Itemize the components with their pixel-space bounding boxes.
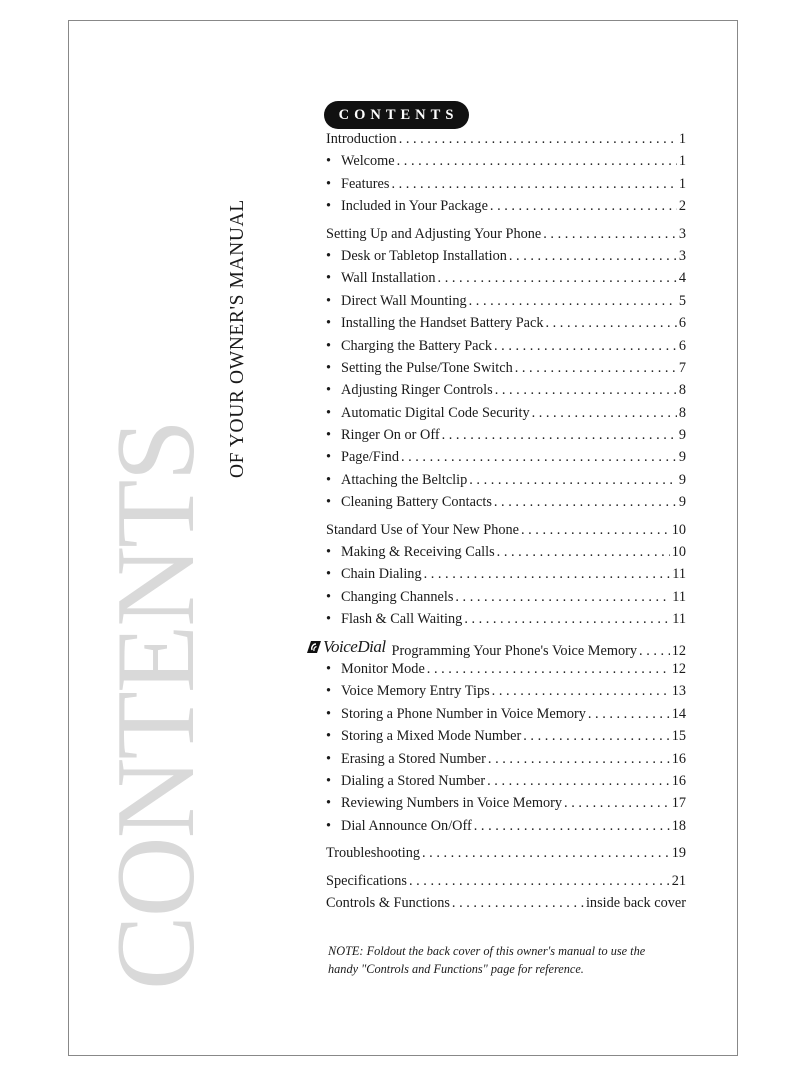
bullet-icon: •: [326, 588, 332, 605]
leader-dots: [564, 792, 670, 814]
toc-page-number: 11: [672, 566, 686, 583]
leader-dots: [546, 312, 677, 334]
toc-page-number: 1: [678, 175, 686, 192]
leader-dots: [401, 446, 677, 468]
leader-dots: [487, 770, 670, 792]
toc-page-number: 2: [678, 198, 686, 215]
bullet-icon: •: [326, 153, 332, 170]
bullet-icon: •: [326, 292, 332, 309]
toc-item[interactable]: [326, 335, 686, 357]
toc-section-standard-use[interactable]: [326, 519, 686, 541]
toc-page-number: 11: [672, 611, 686, 628]
leader-dots: [521, 519, 670, 541]
bullet-icon: •: [326, 404, 332, 421]
toc-page-number: 15: [671, 728, 686, 745]
leader-dots: [399, 128, 677, 150]
toc-page-number: 16: [671, 750, 686, 767]
toc-item-label: Voice Memory Entry Tips: [341, 683, 490, 700]
toc-item[interactable]: [326, 586, 686, 608]
toc-page-number: 14: [671, 705, 686, 722]
leader-dots: [452, 892, 584, 914]
toc-section-specifications[interactable]: [326, 870, 686, 892]
toc-page-number: 13: [671, 683, 686, 700]
leader-dots: [409, 870, 670, 892]
contents-watermark: CONTENTS: [94, 421, 218, 990]
bullet-icon: •: [326, 270, 332, 287]
toc-item[interactable]: [326, 267, 686, 289]
toc-item[interactable]: [326, 563, 686, 585]
toc-section-title: Setting Up and Adjusting Your Phone: [326, 225, 542, 242]
toc-item[interactable]: [326, 491, 686, 513]
leader-dots: [588, 703, 670, 725]
leader-dots: [438, 267, 677, 289]
toc-item[interactable]: [326, 469, 686, 491]
bullet-icon: •: [326, 660, 332, 677]
toc-page-number: 6: [678, 337, 686, 354]
toc-item-label: Monitor Mode: [341, 660, 425, 677]
toc-item-label: Flash & Call Waiting: [341, 611, 463, 628]
bullet-icon: •: [326, 471, 332, 488]
bullet-icon: •: [326, 795, 332, 812]
bullet-icon: •: [326, 175, 332, 192]
leader-dots: [532, 402, 677, 424]
bullet-icon: •: [326, 337, 332, 354]
toc-page-number: 10: [671, 521, 686, 538]
toc-page-number: 8: [678, 404, 686, 421]
toc-item[interactable]: [326, 792, 686, 814]
bullet-icon: •: [326, 772, 332, 789]
voicedial-logo-icon: [306, 639, 322, 655]
leader-dots: [474, 815, 670, 837]
toc-item-label: Features: [341, 175, 390, 192]
leader-dots: [523, 725, 669, 747]
toc-page-number: 12: [671, 660, 686, 677]
toc-item[interactable]: [326, 150, 686, 172]
toc-page-number: 3: [678, 247, 686, 264]
toc-page-number: 16: [671, 772, 686, 789]
leader-dots: [497, 541, 670, 563]
leader-dots: [509, 245, 677, 267]
toc-section-title: Introduction: [326, 131, 397, 147]
bullet-icon: •: [326, 382, 332, 399]
toc-page-number: 5: [678, 292, 686, 309]
footnote: NOTE: Foldout the back cover of this owner's manual to use the handy "Controls and Functions" page for reference.: [328, 944, 646, 976]
toc-page-number: 18: [671, 817, 686, 834]
toc-item-label: Welcome: [341, 153, 395, 170]
leader-dots: [427, 658, 670, 680]
voicedial-logo-text: VoiceDial: [323, 636, 386, 656]
toc-item-label: Storing a Phone Number in Voice Memory: [341, 705, 586, 722]
toc-item[interactable]: [326, 541, 686, 563]
table-of-contents: [323, 128, 686, 914]
toc-page-number: 9: [678, 449, 686, 466]
toc-item[interactable]: [326, 725, 686, 747]
leader-dots: [464, 608, 670, 630]
toc-page-number: 8: [678, 382, 686, 399]
toc-section-title: Troubleshooting: [326, 845, 421, 862]
toc-page-number: 1: [678, 131, 686, 147]
voicedial-logo: [306, 636, 386, 658]
toc-section-title: Controls & Functions: [326, 894, 450, 911]
toc-item-label: Included in Your Package: [341, 198, 488, 215]
leader-dots: [469, 290, 677, 312]
leader-dots: [515, 357, 677, 379]
toc-section-title: Programming Your Phone's Voice Memory: [391, 642, 638, 659]
leader-dots: [492, 680, 670, 702]
toc-page-number: 11: [672, 588, 686, 605]
toc-page-number: 7: [678, 359, 686, 376]
toc-section-controls-functions[interactable]: [326, 892, 686, 914]
toc-item[interactable]: [326, 379, 686, 401]
toc-item-label: Direct Wall Mounting: [341, 292, 467, 309]
toc-section-setting-up[interactable]: [326, 223, 686, 245]
toc-item[interactable]: [326, 770, 686, 792]
toc-item-label: Installing the Handset Battery Pack: [341, 315, 544, 332]
toc-item[interactable]: [326, 290, 686, 312]
toc-page-number: 12: [671, 642, 686, 659]
toc-item-label: Cleaning Battery Contacts: [341, 494, 492, 511]
leader-dots: [397, 150, 677, 172]
contents-header-badge: CONTENTS: [324, 101, 469, 129]
toc-item-label: Ringer On or Off: [341, 427, 440, 444]
toc-item-label: Page/Find: [341, 449, 399, 466]
toc-page-number: 19: [671, 845, 686, 862]
bullet-icon: •: [326, 566, 332, 583]
toc-item-label: Wall Installation: [341, 270, 436, 287]
toc-item[interactable]: [326, 312, 686, 334]
toc-item[interactable]: [326, 608, 686, 630]
toc-page-number: 6: [678, 315, 686, 332]
bullet-icon: •: [326, 683, 332, 700]
bullet-icon: •: [326, 705, 332, 722]
leader-dots: [424, 563, 671, 585]
toc-page-number: 21: [671, 872, 686, 889]
toc-item-label: Dial Announce On/Off: [341, 817, 472, 834]
bullet-icon: •: [326, 427, 332, 444]
toc-section-troubleshooting[interactable]: [326, 842, 686, 864]
leader-dots: [455, 586, 670, 608]
leader-dots: [543, 223, 677, 245]
bullet-icon: •: [326, 315, 332, 332]
bullet-icon: •: [326, 359, 332, 376]
toc-item-label: Storing a Mixed Mode Number: [341, 728, 522, 745]
toc-item[interactable]: [326, 748, 686, 770]
toc-item[interactable]: [326, 446, 686, 468]
bullet-icon: •: [326, 449, 332, 466]
leader-dots: [442, 424, 677, 446]
toc-item-label: Chain Dialing: [341, 566, 422, 583]
toc-item-label: Changing Channels: [341, 588, 454, 605]
bullet-icon: •: [326, 494, 332, 511]
side-title: OF YOUR OWNER'S MANUAL: [227, 199, 248, 478]
toc-item-label: Making & Receiving Calls: [341, 544, 495, 561]
toc-section-voice-memory[interactable]: [306, 636, 686, 658]
leader-dots: [469, 469, 677, 491]
toc-item[interactable]: [326, 173, 686, 195]
toc-item-label: Erasing a Stored Number: [341, 750, 486, 767]
toc-page-number: 3: [678, 225, 686, 242]
bullet-icon: •: [326, 198, 332, 215]
bullet-icon: •: [326, 817, 332, 834]
toc-item[interactable]: [326, 680, 686, 702]
toc-item[interactable]: [326, 658, 686, 680]
leader-dots: [488, 748, 670, 770]
bullet-icon: •: [326, 544, 332, 561]
toc-item-label: Dialing a Stored Number: [341, 772, 486, 789]
toc-item[interactable]: [326, 195, 686, 217]
toc-item[interactable]: [326, 245, 686, 267]
toc-section-title: Standard Use of Your New Phone: [326, 521, 519, 538]
bullet-icon: •: [326, 611, 332, 628]
toc-item[interactable]: [326, 424, 686, 446]
toc-section-introduction[interactable]: [326, 128, 686, 150]
toc-item-label: Adjusting Ringer Controls: [341, 382, 493, 399]
bullet-icon: •: [326, 750, 332, 767]
toc-item-label: Attaching the Beltclip: [341, 471, 468, 488]
toc-page-number: 1: [678, 153, 686, 170]
bullet-icon: •: [326, 728, 332, 745]
toc-item-label: Desk or Tabletop Installation: [341, 247, 507, 264]
toc-page-number: 4: [678, 270, 686, 287]
leader-dots: [495, 379, 677, 401]
toc-item[interactable]: [326, 703, 686, 725]
leader-dots: [422, 842, 670, 864]
toc-item[interactable]: [326, 357, 686, 379]
bullet-icon: •: [326, 247, 332, 264]
toc-item[interactable]: [326, 402, 686, 424]
toc-page-number: 9: [678, 494, 686, 511]
leader-dots: [490, 195, 677, 217]
toc-page-number: 10: [671, 544, 686, 561]
leader-dots: [494, 491, 677, 513]
toc-page-number: 9: [678, 471, 686, 488]
toc-section-title: Specifications: [326, 872, 407, 889]
toc-page-number: 17: [671, 795, 686, 812]
toc-item-label: Setting the Pulse/Tone Switch: [341, 359, 513, 376]
toc-item[interactable]: [326, 815, 686, 837]
toc-item-label: Reviewing Numbers in Voice Memory: [341, 795, 563, 812]
toc-page-number: 9: [678, 427, 686, 444]
toc-page-number: inside back cover: [585, 894, 686, 911]
leader-dots: [494, 335, 677, 357]
leader-dots: [391, 173, 676, 195]
toc-item-label: Charging the Battery Pack: [341, 337, 493, 354]
toc-item-label: Automatic Digital Code Security: [341, 404, 530, 421]
